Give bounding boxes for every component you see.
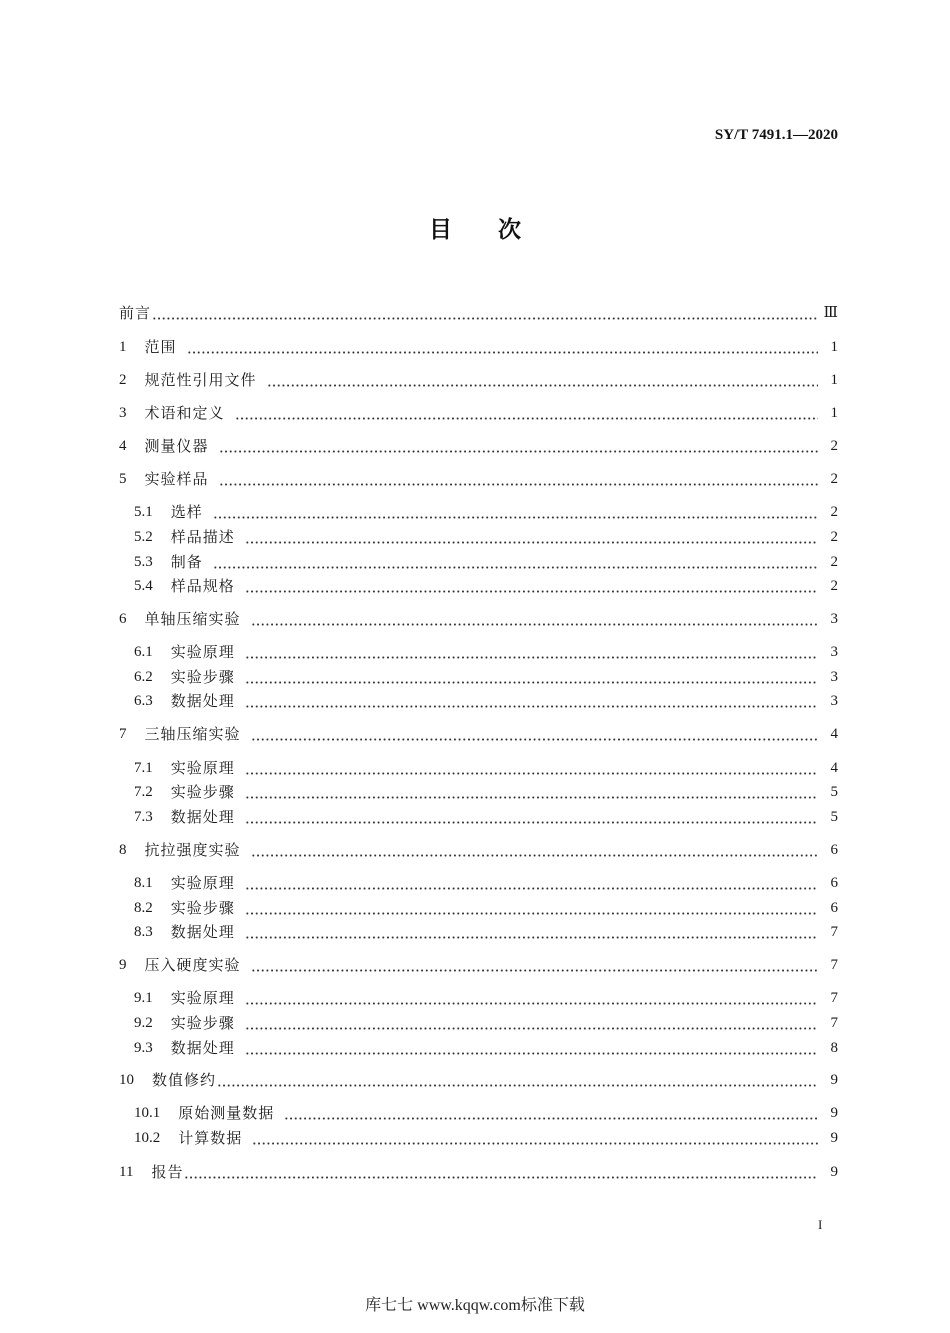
toc-entry-page: 2 — [830, 504, 838, 520]
toc-entry-title: 实验原理 — [170, 643, 235, 661]
toc-entry-title: 数据处理 — [170, 692, 235, 710]
toc-entry-number: 7.1 — [134, 760, 153, 776]
toc-entry-page: 1 — [830, 339, 838, 355]
dot-leader — [219, 483, 818, 486]
toc-entry-page: 9 — [830, 1105, 838, 1121]
toc-entry-foreword — [119, 303, 838, 323]
dot-leader — [245, 705, 818, 708]
toc-entry-title: 计算数据 — [178, 1129, 243, 1147]
toc-entry-7 — [119, 724, 838, 744]
toc-entry-title: 实验步骤 — [170, 783, 235, 801]
toc-entry-9 — [119, 955, 838, 975]
toc-entry-page: 7 — [830, 924, 838, 940]
toc-entry-number: 2 — [119, 372, 127, 388]
toc-entry-2 — [119, 370, 838, 390]
dot-leader — [217, 1084, 818, 1087]
toc-entry-number: 5.2 — [134, 529, 153, 545]
dot-leader — [252, 1142, 818, 1145]
dot-leader — [219, 450, 818, 453]
toc-entry-title: 规范性引用文件 — [144, 371, 257, 389]
toc-entry-page: 6 — [830, 875, 838, 891]
toc-entry-page: 2 — [830, 438, 838, 454]
toc-entry-page: 7 — [830, 1015, 838, 1031]
dot-leader — [251, 969, 818, 972]
dot-leader — [245, 1002, 818, 1005]
toc-entry-title: 实验原理 — [170, 989, 235, 1007]
toc-entry-page: 3 — [830, 611, 838, 627]
toc-entry-title: 实验步骤 — [170, 1014, 235, 1032]
toc-entry-page: 6 — [830, 900, 838, 916]
toc-entry-title: 数据处理 — [170, 1039, 235, 1057]
toc-entry-number: 11 — [119, 1164, 134, 1180]
toc-entry-page: 9 — [830, 1072, 838, 1088]
toc-entry-page: 6 — [830, 842, 838, 858]
toc-entry-4 — [119, 436, 838, 456]
toc-entry-title: 数据处理 — [170, 808, 235, 826]
toc-entry-number: 6.1 — [134, 644, 153, 660]
toc-entry-11 — [119, 1162, 838, 1182]
page-title: 目 次 — [429, 217, 521, 243]
toc-entry-page: 4 — [830, 760, 838, 776]
toc-entry-number: 3 — [119, 405, 127, 421]
toc-entry-title: 测量仪器 — [144, 437, 209, 455]
toc-entry-page: 5 — [830, 784, 838, 800]
toc-entry-title: 选样 — [170, 503, 203, 521]
toc-entry-page: 4 — [830, 726, 838, 742]
toc-entry-title: 实验原理 — [170, 874, 235, 892]
dot-leader — [245, 912, 818, 915]
toc-entry-5-3 — [134, 552, 838, 572]
toc-entry-number: 6.2 — [134, 669, 153, 685]
toc-entry-title: 实验样品 — [144, 470, 209, 488]
toc-entry-title: 数值修约 — [152, 1071, 217, 1089]
toc-entry-page: 5 — [830, 809, 838, 825]
dot-leader — [245, 821, 818, 824]
toc-entry-title: 三轴压缩实验 — [144, 725, 241, 743]
toc-entry-page: 9 — [830, 1164, 838, 1180]
toc-entry-page: 7 — [830, 990, 838, 1006]
dot-leader — [235, 417, 818, 420]
toc-entry-5 — [119, 469, 838, 489]
toc-entry-title: 抗拉强度实验 — [144, 841, 241, 859]
toc-entry-8-2 — [134, 898, 838, 918]
toc-entry-page: 2 — [830, 529, 838, 545]
toc-entry-page: 2 — [830, 578, 838, 594]
toc-entry-number: 5.3 — [134, 554, 153, 570]
toc-entry-page: 1 — [830, 372, 838, 388]
page-number: I — [818, 1217, 823, 1232]
dot-leader — [245, 936, 818, 939]
toc-entry-number: 9.3 — [134, 1040, 153, 1056]
toc-entry-6 — [119, 609, 838, 629]
toc-entry-1 — [119, 337, 838, 357]
dot-leader — [267, 384, 818, 387]
toc-entry-9-3 — [134, 1038, 838, 1058]
toc-entry-5-1 — [134, 502, 838, 522]
toc-entry-title: 单轴压缩实验 — [144, 610, 241, 628]
dot-leader — [213, 516, 818, 519]
toc-entry-number: 6.3 — [134, 693, 153, 709]
toc-entry-title: 数据处理 — [170, 923, 235, 941]
toc-entry-number: 9.2 — [134, 1015, 153, 1031]
toc-entry-number: 9.1 — [134, 990, 153, 1006]
toc-entry-page: 3 — [830, 644, 838, 660]
footer-watermark: 库七七 www.kqqw.com标准下载 — [365, 1297, 585, 1314]
dot-leader — [284, 1117, 818, 1120]
dot-leader — [152, 317, 818, 320]
toc-entry-number: 4 — [119, 438, 127, 454]
dot-leader — [251, 854, 818, 857]
dot-leader — [245, 887, 818, 890]
toc-entry-number: 10.2 — [134, 1130, 161, 1146]
toc-entry-number: 7 — [119, 726, 127, 742]
toc-entry-title: 实验步骤 — [170, 668, 235, 686]
toc-entry-title: 前言 — [119, 304, 152, 322]
dot-leader — [184, 1176, 818, 1179]
toc-entry-number: 1 — [119, 339, 127, 355]
dot-leader — [245, 590, 818, 593]
toc-entry-8 — [119, 840, 838, 860]
toc-entry-number: 7.3 — [134, 809, 153, 825]
toc-entry-number: 5 — [119, 471, 127, 487]
toc-entry-number: 10.1 — [134, 1105, 161, 1121]
toc-entry-number: 10 — [119, 1072, 134, 1088]
toc-entry-page: 3 — [830, 693, 838, 709]
toc-entry-title: 制备 — [170, 553, 203, 571]
toc-entry-title: 样品规格 — [170, 577, 235, 595]
toc-entry-number: 5.4 — [134, 578, 153, 594]
dot-leader — [245, 796, 818, 799]
toc-entry-8-3 — [134, 922, 838, 942]
toc-entry-page: 2 — [830, 471, 838, 487]
toc-entry-number: 5.1 — [134, 504, 153, 520]
toc-entry-title: 报告 — [151, 1163, 184, 1181]
toc-entry-number: 9 — [119, 957, 127, 973]
toc-entry-page: 7 — [830, 957, 838, 973]
dot-leader — [251, 738, 818, 741]
toc-entry-10-1 — [134, 1103, 838, 1123]
toc-entry-7-3 — [134, 807, 838, 827]
toc-entry-page: 3 — [830, 669, 838, 685]
toc-entry-page: 2 — [830, 554, 838, 570]
dot-leader — [245, 681, 818, 684]
toc-entry-10 — [119, 1070, 838, 1090]
dot-leader — [213, 566, 818, 569]
dot-leader — [245, 1052, 818, 1055]
toc-entry-page: Ⅲ — [823, 305, 838, 321]
toc-entry-number: 6 — [119, 611, 127, 627]
toc-entry-10-2 — [134, 1128, 838, 1148]
toc-entry-8-1 — [134, 873, 838, 893]
toc-entry-number: 7.2 — [134, 784, 153, 800]
toc-entry-title: 原始测量数据 — [178, 1104, 275, 1122]
toc-entry-page: 9 — [830, 1130, 838, 1146]
dot-leader — [251, 623, 818, 626]
dot-leader — [187, 351, 818, 354]
dot-leader — [245, 1027, 818, 1030]
toc-entry-title: 范围 — [144, 338, 177, 356]
dot-leader — [245, 656, 818, 659]
toc-entry-title: 实验原理 — [170, 759, 235, 777]
toc-entry-6-3 — [134, 691, 838, 711]
toc-entry-9-1 — [134, 988, 838, 1008]
toc-entry-number: 8.2 — [134, 900, 153, 916]
toc-entry-5-4 — [134, 576, 838, 596]
toc-entry-number: 8 — [119, 842, 127, 858]
toc-entry-7-2 — [134, 782, 838, 802]
standard-code: SY/T 7491.1—2020 — [714, 127, 838, 143]
toc-entry-page: 8 — [830, 1040, 838, 1056]
dot-leader — [245, 541, 818, 544]
toc-entry-number: 8.1 — [134, 875, 153, 891]
toc-entry-page: 1 — [830, 405, 838, 421]
toc-entry-3 — [119, 403, 838, 423]
toc-entry-7-1 — [134, 758, 838, 778]
toc-entry-6-2 — [134, 667, 838, 687]
toc-entry-title: 术语和定义 — [144, 404, 225, 422]
toc-entry-6-1 — [134, 642, 838, 662]
toc-entry-title: 压入硬度实验 — [144, 956, 241, 974]
toc-entry-title: 样品描述 — [170, 528, 235, 546]
toc-entry-5-2 — [134, 527, 838, 547]
toc-entry-title: 实验步骤 — [170, 899, 235, 917]
toc-entry-9-2 — [134, 1013, 838, 1033]
toc-entry-number: 8.3 — [134, 924, 153, 940]
dot-leader — [245, 772, 818, 775]
